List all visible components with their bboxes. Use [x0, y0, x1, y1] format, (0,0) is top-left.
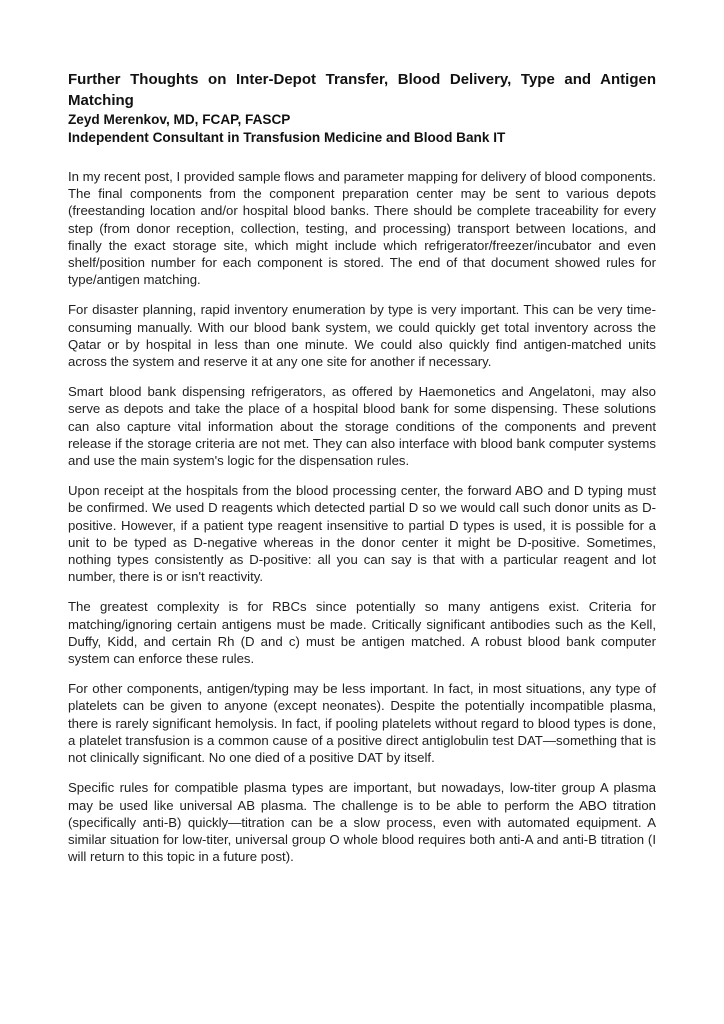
paragraph-2: For disaster planning, rapid inventory enumeration by type is very important. This can be very time-consuming manually. With our blood bank system, we could quickly get total inventory across the Qatar or by hospital in less than one minute. We could also quickly find antigen-matched units across the system and reserve it at any one site for another if necessary. [68, 302, 656, 370]
paragraph-5: The greatest complexity is for RBCs since potentially so many antigens exist. Criteria for matching/ignoring certain antigens must be made. Critically significant antibodies such as the Kell, Duffy, Kidd, and certain Rh (D and c) must be antigen matched. A robust blood bank computer system can enforce these rules. [68, 599, 656, 667]
paragraph-6: For other components, antigen/typing may be less important. In fact, in most situations, any type of platelets can be given to anyone (except neonates). Despite the potentially incompatible plasma, there is rarely significant hemolysis. In fact, if pooling platelets without regard to blood types is done, a platelet transfusion is a common cause of a positive direct antiglobulin test DAT—something that is not clinically significant. No one died of a positive DAT by itself. [68, 681, 656, 766]
document-body [68, 168, 656, 865]
document-author: Zeyd Merenkov, MD, FCAP, FASCP [68, 112, 291, 127]
document-header [68, 70, 656, 147]
paragraph-7: Specific rules for compatible plasma types are important, but nowadays, low-titer group A plasma may be used like universal AB plasma. The challenge is to be able to perform the ABO titration (specifically anti-B) quickly—titration can be a slow process, even with automated equipment. A similar situation for low-titer, universal group O whole blood requires both anti-A and anti-B titration (I will return to this topic in a future post). [68, 780, 656, 865]
paragraph-4: Upon receipt at the hospitals from the blood processing center, the forward ABO and D typing must be confirmed. We used D reagents which detected partial D so we would call such donor units as D-positive. However, if a patient type reagent insensitive to partial D types is used, it is possible for a unit to be typed as D-negative whereas in the donor center it might be D-positive. Sometimes, nothing types consistently as D-positive: all you can say is that with a particular reagent and lot number, there is or isn't reactivity. [68, 483, 656, 585]
paragraph-1: In my recent post, I provided sample flows and parameter mapping for delivery of blood components. The final components from the component preparation center may be sent to various depots (freestanding location and/or hospital blood banks. There should be complete traceability for every step (from donor reception, collection, testing, and processing) transport between locations, and finally the exact storage site, which might include which refrigerator/freezer/incubator and even shelf/position number for each component is stored. The end of that document showed rules for type/antigen matching. [68, 169, 656, 288]
document-title: Further Thoughts on Inter-Depot Transfer, Blood Delivery, Type and Antigen Matching [68, 71, 656, 109]
document-author-role: Independent Consultant in Transfusion Medicine and Blood Bank IT [68, 130, 506, 145]
paragraph-3: Smart blood bank dispensing refrigerators, as offered by Haemonetics and Angelatoni, may also serve as depots and take the place of a hospital blood bank for some dispensing. These solutions can also capture vital information about the storage conditions of the components and prevent release if the storage criteria are not met. They can also interface with blood bank computer systems and use the main system's logic for the dispensation rules. [68, 384, 656, 469]
